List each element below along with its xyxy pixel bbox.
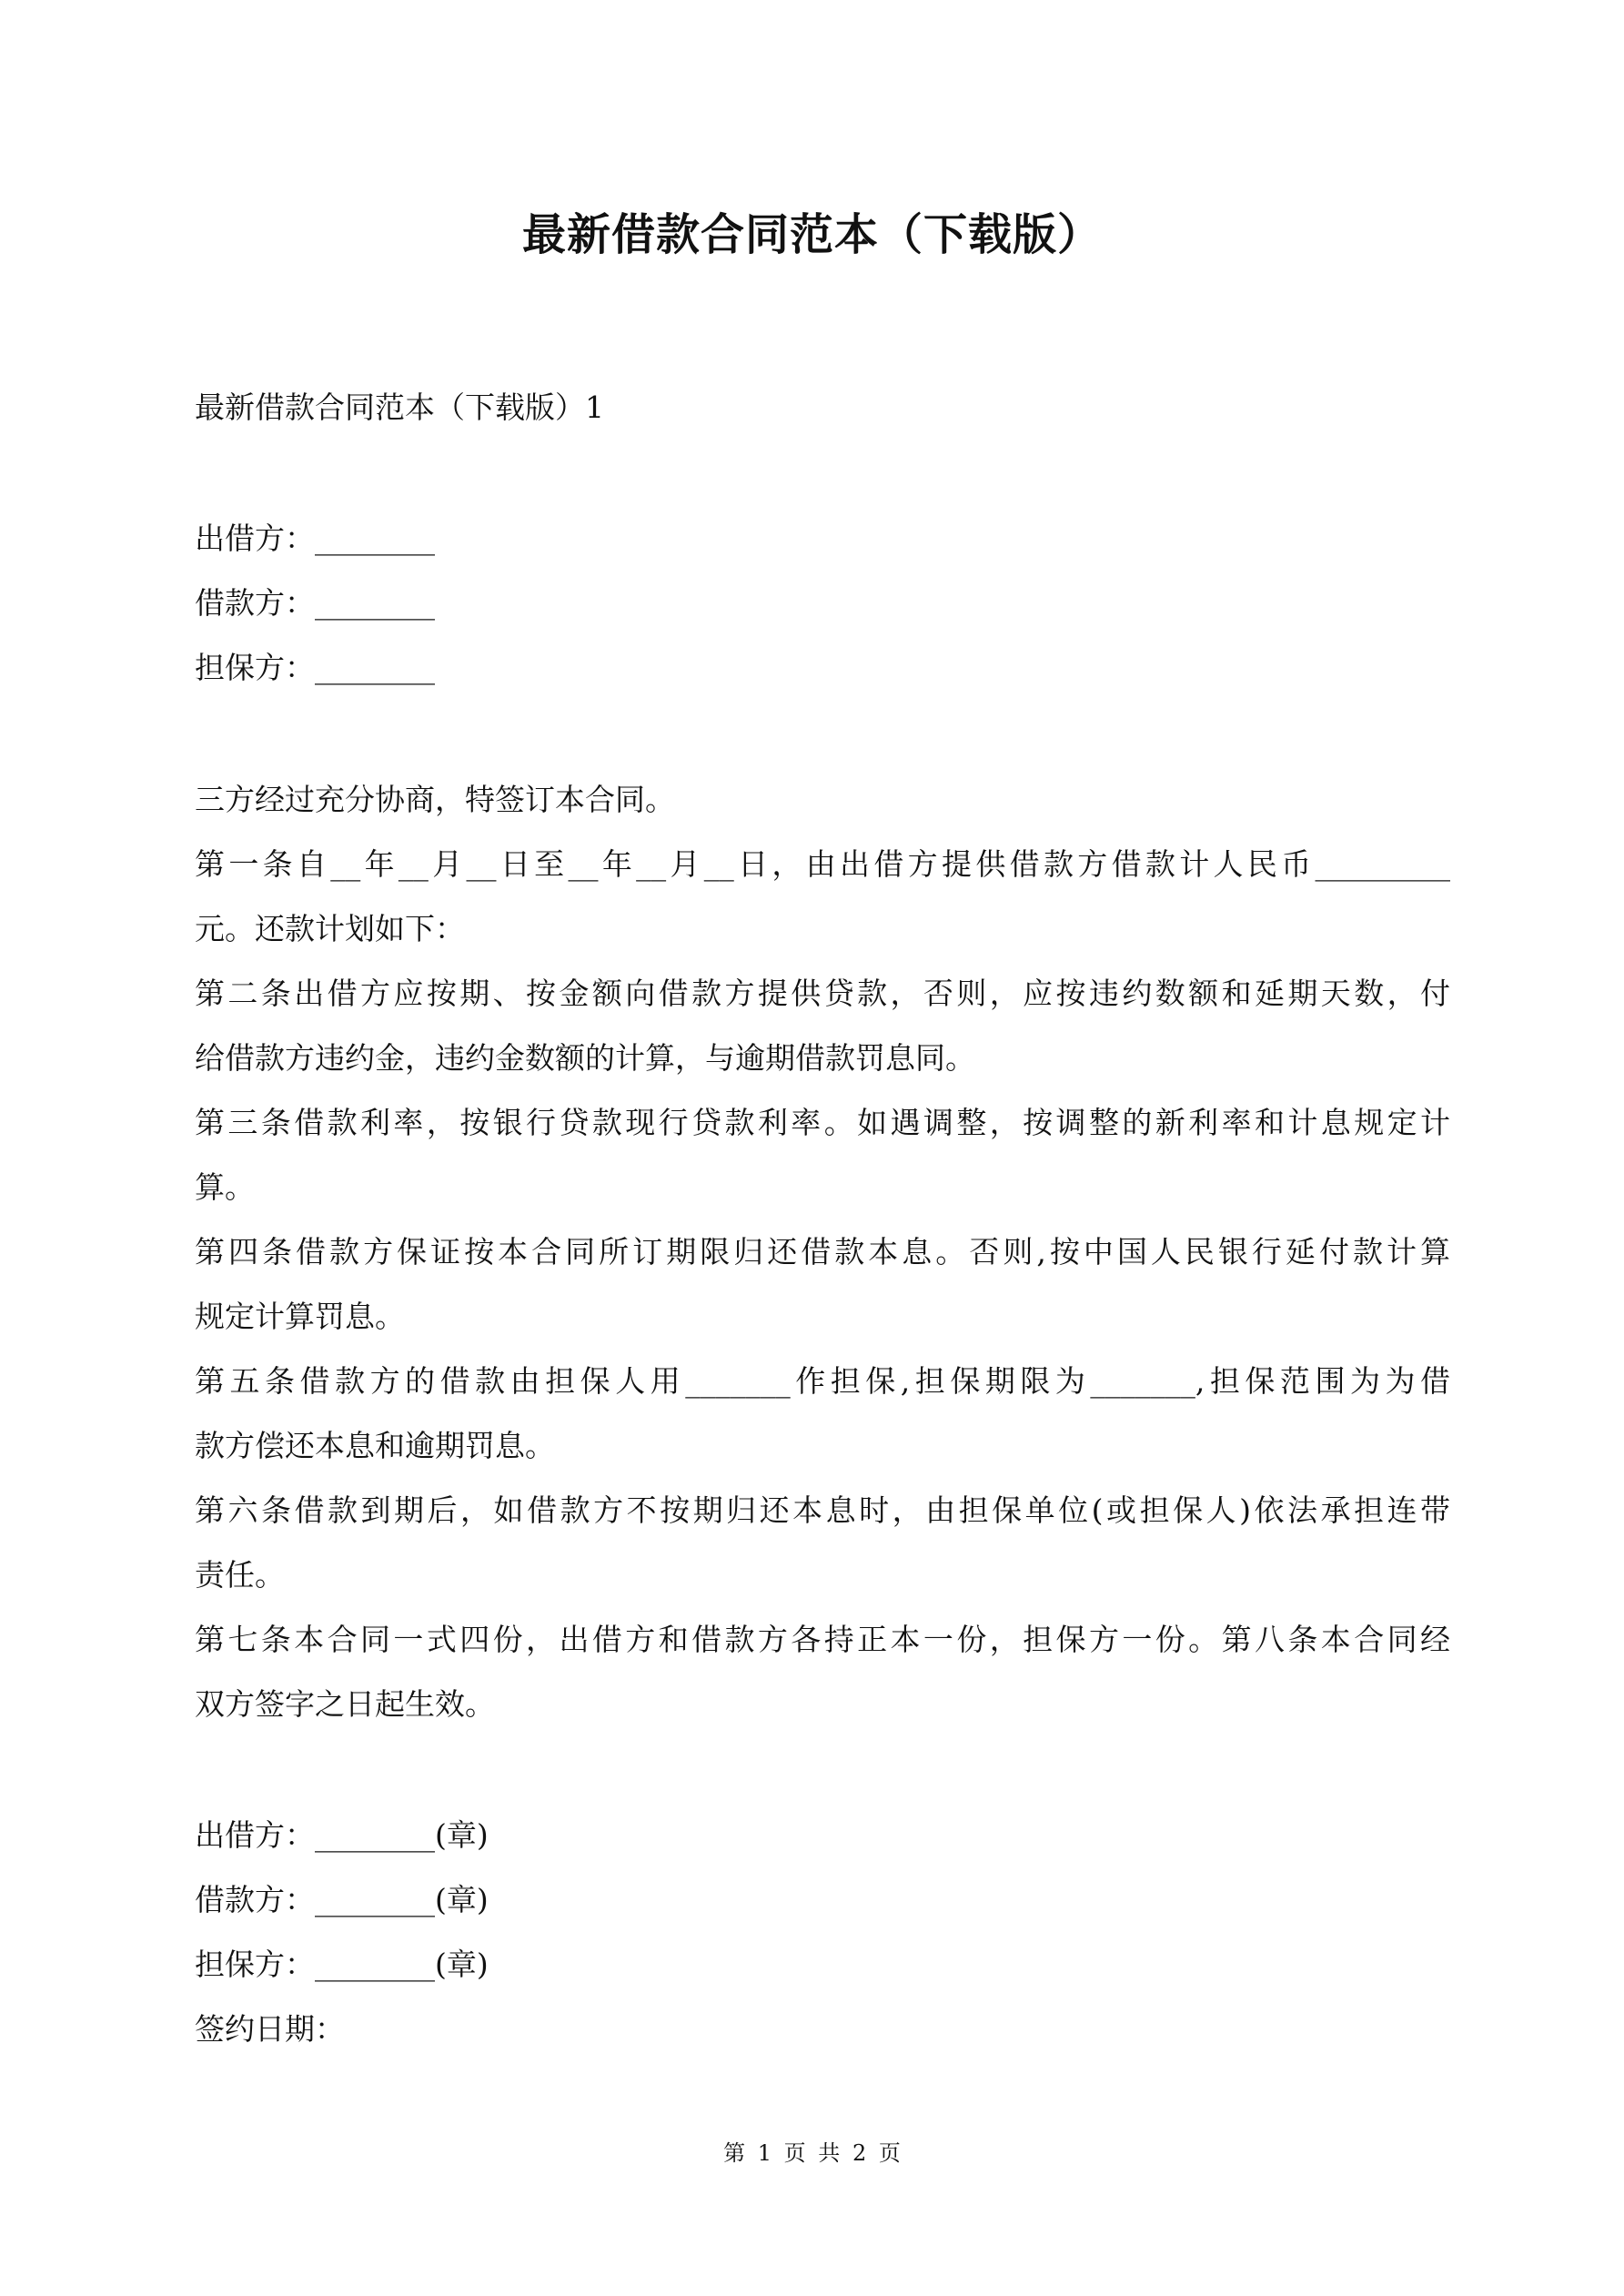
clause-6-line-1: 第六条借款到期后，如借款方不按期归还本息时，由担保单位(或担保人)依法承担连带 <box>195 1492 1450 1528</box>
clause-7-line-2: 双方签字之日起生效。 <box>195 1686 495 1722</box>
signature-borrower: 借款方：________(章) <box>195 1882 489 1917</box>
clause-5-line-1: 第五条借款方的借款由担保人用_______作担保,担保期限为_______,担保范围为为借 <box>195 1363 1450 1399</box>
clause-6-line-2: 责任。 <box>195 1557 285 1593</box>
document-subtitle: 最新借款合同范本（下载版）1 <box>195 389 604 425</box>
clause-4-line-2: 规定计算罚息。 <box>195 1299 405 1334</box>
clause-5-line-2: 款方偿还本息和逾期罚息。 <box>195 1428 555 1463</box>
party-lender: 出借方：________ <box>195 521 435 556</box>
clause-4-line-1: 第四条借款方保证按本合同所订期限归还借款本息。否则,按中国人民银行延付款计算 <box>195 1234 1450 1269</box>
party-borrower: 借款方：________ <box>195 585 435 621</box>
clause-1-line-1: 第一条自__年__月__日至__年__月__日，由出借方提供借款方借款计人民币_________ <box>195 846 1450 882</box>
clause-3-line-2: 算。 <box>195 1169 255 1205</box>
clause-3-line-1: 第三条借款利率，按银行贷款现行贷款利率。如遇调整，按调整的新利率和计息规定计 <box>195 1105 1450 1140</box>
signature-lender: 出借方：________(章) <box>195 1817 489 1853</box>
clause-1-line-2: 元。还款计划如下： <box>195 911 465 946</box>
page-number-footer: 第 1 页 共 2 页 <box>723 2140 901 2166</box>
party-guarantor: 担保方：________ <box>195 650 435 685</box>
clause-2-line-1: 第二条出借方应按期、按金额向借款方提供贷款，否则，应按违约数额和延期天数，付 <box>195 976 1450 1011</box>
clause-7-line-1: 第七条本合同一式四份，出借方和借款方各持正本一份，担保方一份。第八条本合同经 <box>195 1622 1450 1657</box>
intro-text: 三方经过充分协商，特签订本合同。 <box>195 782 675 817</box>
signature-guarantor: 担保方：________(章) <box>195 1947 489 1982</box>
page-title: 最新借款合同范本（下载版） <box>521 209 1102 260</box>
clause-2-line-2: 给借款方违约金，违约金数额的计算，与逾期借款罚息同。 <box>195 1040 975 1076</box>
sign-date: 签约日期： <box>195 2011 345 2047</box>
